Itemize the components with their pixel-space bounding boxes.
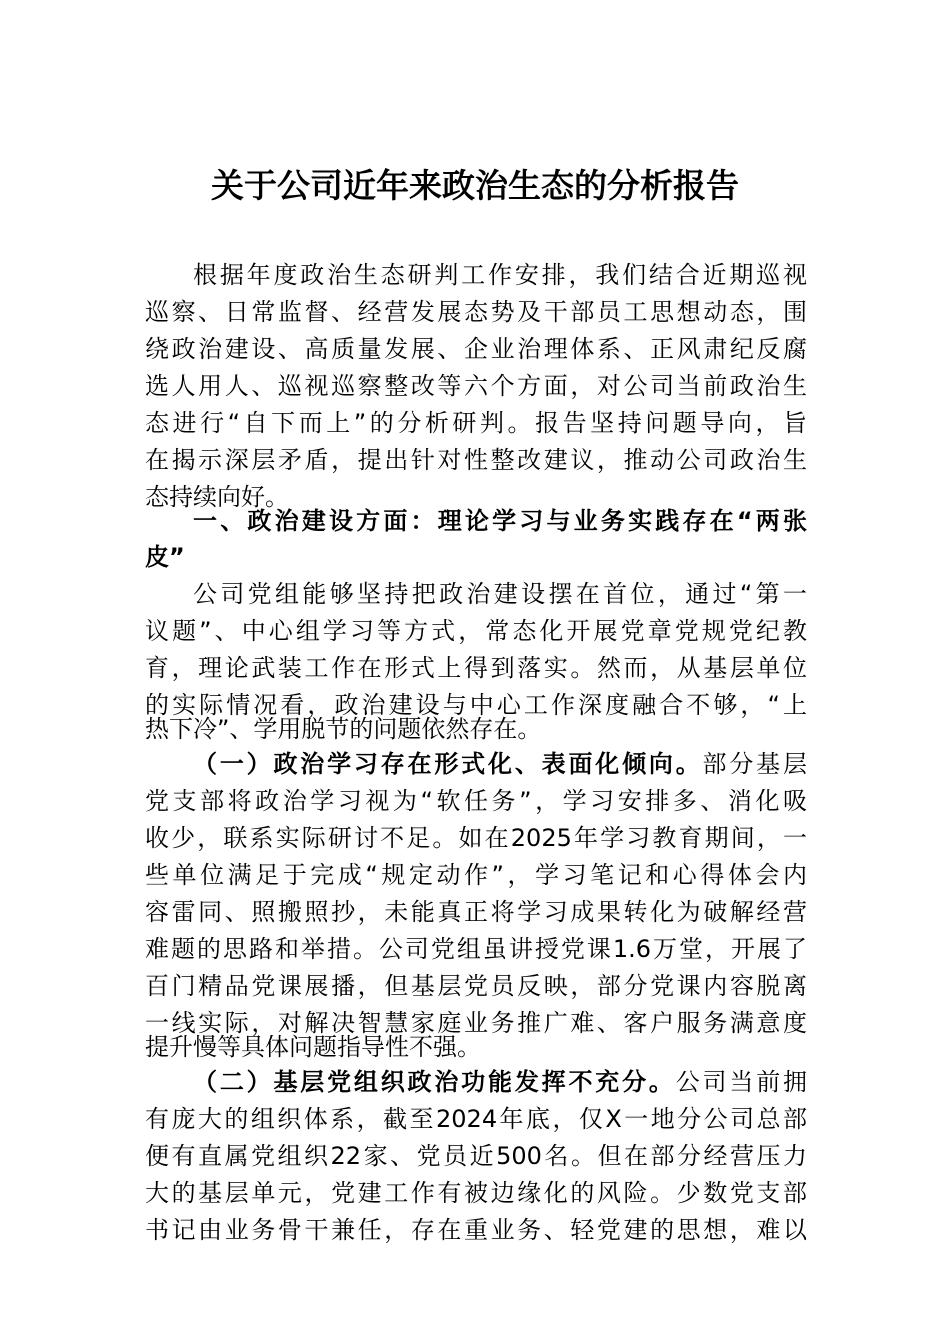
body-line: 书记由业务骨干兼任，存在重业务、轻党建的思想，难以 bbox=[145, 1216, 807, 1244]
body-line: 提升慢等具体问题指导性不强。 bbox=[145, 1033, 481, 1061]
body-line: 的实际情况看，政治建设与中心工作深度融合不够，“上 bbox=[145, 691, 807, 719]
body-line: 议题”、中心组学习等方式，常态化开展党章党规党纪教 bbox=[145, 617, 807, 645]
body-line: 难题的思路和举措。公司党组虽讲授党课1.6万堂，开展了 bbox=[145, 935, 807, 963]
document-title: 关于公司近年来政治生态的分析报告 bbox=[211, 166, 739, 205]
intro-line: 在揭示深层矛盾，提出针对性整改建议，推动公司政治生 bbox=[145, 446, 807, 474]
body-line: 些单位满足于完成“规定动作”，学习笔记和心得体会内 bbox=[145, 861, 807, 889]
body-line: 容雷同、照搬照抄，未能真正将学习成果转化为破解经营 bbox=[145, 898, 807, 926]
intro-line: 态进行“自下而上”的分析研判。报告坚持问题导向，旨 bbox=[145, 409, 807, 437]
body-line: 党支部将政治学习视为“软任务”，学习安排多、消化吸 bbox=[145, 787, 807, 815]
subsection-lead: （一）政治学习存在形式化、表面化倾向。 bbox=[193, 749, 703, 778]
subsection-lead-rest: 公司当前拥 bbox=[675, 1068, 808, 1096]
body-line: 公司党组能够坚持把政治建设摆在首位，通过“第一 bbox=[193, 580, 807, 608]
body-line: 一线实际，对解决智慧家庭业务推广难、客户服务满意度 bbox=[145, 1009, 807, 1037]
intro-line: 绕政治建设、高质量发展、企业治理体系、正风肃纪反腐 bbox=[145, 335, 807, 363]
section-heading-line: 一、政治建设方面：理论学习与业务实践存在“两张 bbox=[193, 507, 807, 535]
intro-line: 巡察、日常监督、经营发展态势及干部员工思想动态，围 bbox=[145, 298, 807, 326]
intro-line: 根据年度政治生态研判工作安排，我们结合近期巡视 bbox=[193, 261, 807, 289]
body-line: 有庞大的组织体系，截至2024年底，仅X一地分公司总部 bbox=[145, 1105, 807, 1133]
body-line: 收少，联系实际研讨不足。如在2025年学习教育期间，一 bbox=[145, 824, 807, 852]
body-line: 育，理论武装工作在形式上得到落实。然而，从基层单位 bbox=[145, 654, 807, 682]
subsection-lead: （二）基层党组织政治功能发挥不充分。 bbox=[193, 1067, 676, 1096]
section-heading-line: 皮” bbox=[145, 543, 185, 571]
body-line: 大的基层单元，党建工作有被边缘化的风险。少数党支部 bbox=[145, 1179, 807, 1207]
body-line: 热下冷”、学用脱节的问题依然存在。 bbox=[145, 715, 542, 743]
subsection-first-line bbox=[193, 745, 807, 783]
subsection-first-line bbox=[193, 1063, 807, 1101]
subsection-lead-rest: 部分基层 bbox=[702, 750, 808, 778]
intro-line: 态持续向好。 bbox=[145, 483, 289, 511]
intro-line: 选人用人、巡视巡察整改等六个方面，对公司当前政治生 bbox=[145, 372, 807, 400]
body-line: 便有直属党组织22家、党员近500名。但在部分经营压力 bbox=[145, 1142, 807, 1170]
body-line: 百门精品党课展播，但基层党员反映，部分党课内容脱离 bbox=[145, 972, 807, 1000]
